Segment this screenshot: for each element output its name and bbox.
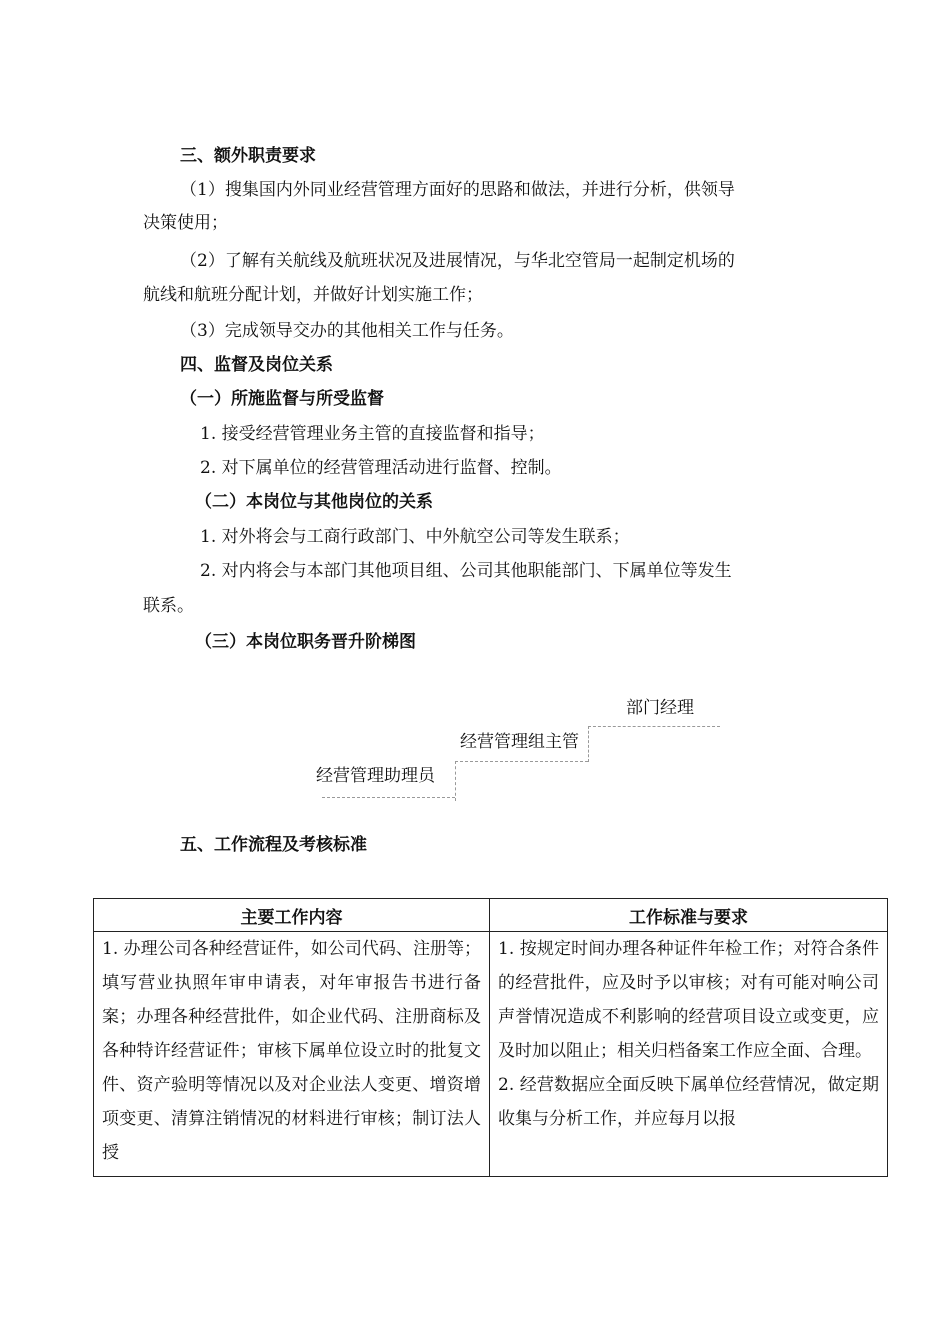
section3-item: （3）完成领导交办的其他相关工作与任务。 [180, 321, 514, 341]
section4-heading: 四、监督及岗位关系 [180, 355, 333, 375]
ladder-line [588, 726, 589, 762]
work-standards-table [93, 898, 888, 1177]
section4-sub2-item: 2. 对内将会与本部门其他项目组、公司其他职能部门、下属单位等发生 [200, 561, 732, 581]
section3-item: 航线和航班分配计划，并做好计划实施工作； [143, 285, 483, 305]
section5-heading: 五、工作流程及考核标准 [180, 835, 367, 855]
table-header-row [94, 899, 888, 932]
section3-item: 决策使用； [143, 213, 228, 233]
section4-sub1-item: 1. 接受经营管理业务主管的直接监督和指导； [200, 424, 545, 444]
section3-item: （2）了解有关航线及航班状况及进展情况，与华北空管局一起制定机场的 [180, 251, 735, 271]
ladder-line [322, 797, 455, 798]
ladder-step-top: 部门经理 [626, 698, 694, 718]
left-cell-text: 1. 办理公司各种经营证件，如公司代码、注册等；填写营业执照年审申请表，对年审报告书进行备案；办理各种经营批件，如企业代码、注册商标及各种特许经营证件；审核下属单位设立时的批复文件、资产验明等情况以及对企业法人变更、增资增项变更、清算注销情况的材料进行审核；制订法人授 [102, 939, 481, 1163]
right-cell-text: 1. 按规定时间办理各种证件年检工作；对符合条件的经营批件，应及时予以审核；对有可能对响公司声誉情况造成不利影响的经营项目设立或变更，应及时加以阻止；相关归档备案工作应全面、合理。 [498, 939, 879, 1061]
right-cell-content [498, 932, 879, 1176]
section4-sub2-item: 1. 对外将会与工商行政部门、中外航空公司等发生联系； [200, 527, 630, 547]
table-cell [94, 932, 490, 1177]
table-row [94, 932, 888, 1177]
table-header-cell: 主要工作内容 [94, 899, 490, 932]
section4-sub2-heading: （二）本岗位与其他岗位的关系 [195, 492, 433, 512]
ladder-step-middle: 经营管理组主管 [460, 732, 579, 752]
ladder-line [455, 761, 588, 762]
section3-heading: 三、额外职责要求 [180, 146, 316, 166]
ladder-line [588, 726, 720, 727]
section4-sub1-heading: （一）所施监督与所受监督 [180, 389, 384, 409]
section4-sub1-item: 2. 对下属单位的经营管理活动进行监督、控制。 [200, 458, 562, 478]
section3-item: （1）搜集国内外同业经营管理方面好的思路和做法，并进行分析，供领导 [180, 180, 735, 200]
ladder-step-bottom: 经营管理助理员 [316, 766, 435, 786]
section4-sub3-heading: （三）本岗位职务晋升阶梯图 [195, 632, 416, 652]
ladder-line [455, 761, 456, 801]
right-cell-text: 2. 经营数据应全面反映下属单位经营情况，做定期收集与分析工作，并应每月以报 [498, 1075, 879, 1129]
table-header-cell: 工作标准与要求 [490, 899, 888, 932]
section4-sub2-item: 联系。 [143, 596, 194, 616]
table-cell [490, 932, 888, 1177]
